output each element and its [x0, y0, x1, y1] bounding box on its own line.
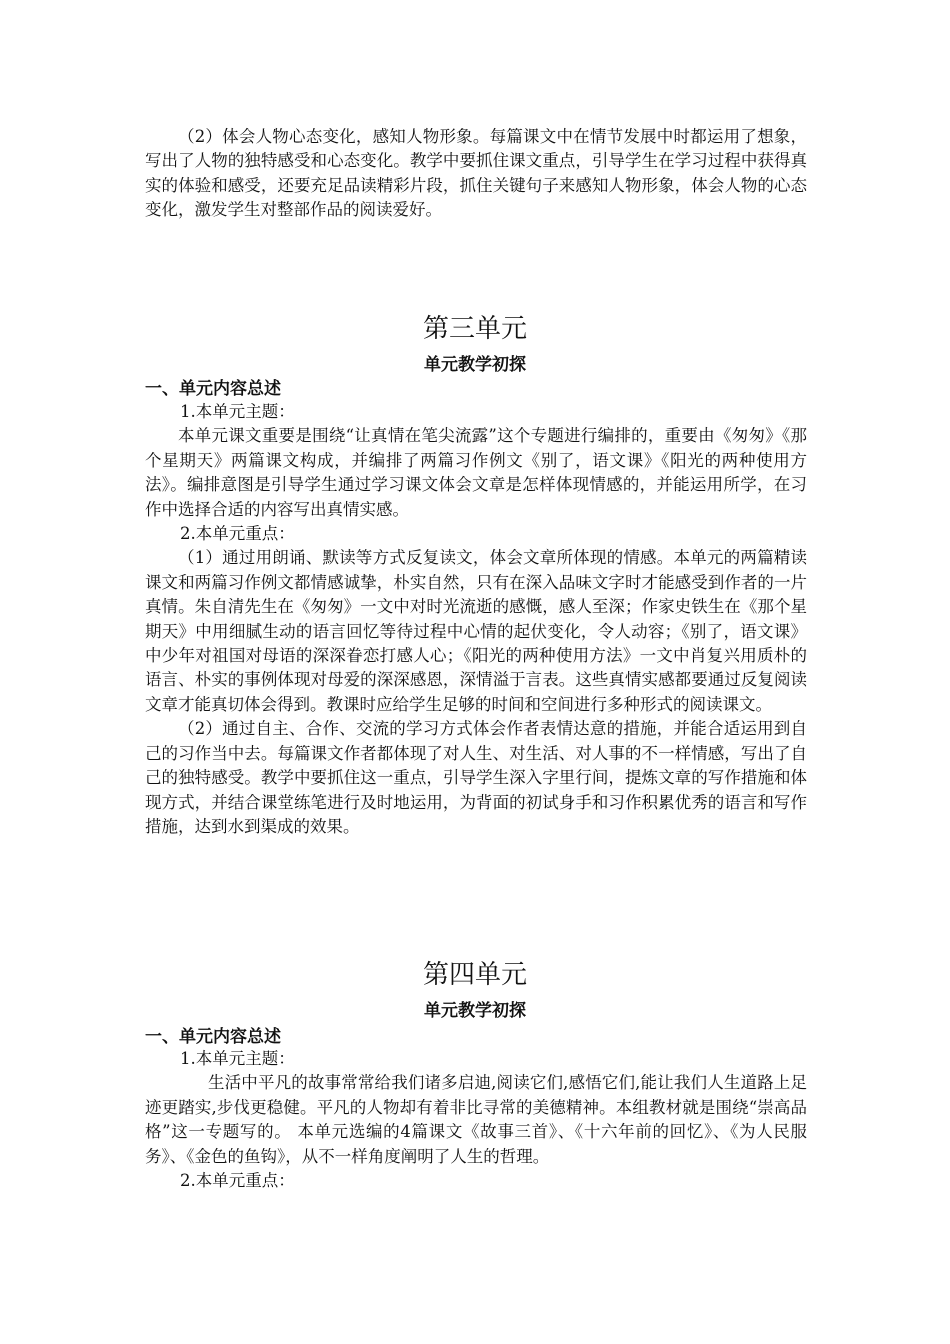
unit4-theme-text: 生活中平凡的故事常常给我们诸多启迪,阅读它们,感悟它们,能让我们人生道路上足迹更踏实,步伐更稳健。平凡的人物却有着非比寻常的美德精神。本组教材就是围绕“崇高品格”这一专题写的。 本单元选编的4篇课文《故事三首》、《十六年前的回忆》、《为人民服务》、《金色的鱼钩》，从不一样角度阐明了人生的哲理。	[145, 1073, 807, 1166]
unit3-body	[145, 400, 807, 839]
unit4-theme-label: 1.本单元主题：	[180, 1049, 295, 1068]
unit4-body	[145, 1047, 807, 1193]
unit3-key-label: 2.本单元重点：	[180, 524, 295, 544]
unit3-key-point-1: （1）通过用朗诵、默读等方式反复读文，体会文章所体现的情感。本单元的两篇精读课文和两篇习作例文都情感诚挚，朴实自然，只有在深入品味文字时才能感受到作者的一片真情。朱自清先生在《匆匆》一文中对时光流逝的感慨，感人至深；作家史铁生在《那个星期天》中用细腻生动的语言回忆等待过程中心情的起伏变化，令人动容；《别了，语文课》中少年对祖国对母语的深深眷恋打感人心；《阳光的两种使用方法》一文中肖复兴用质朴的语言、朴实的事例体现对母爱的深深感恩，深情溢于言表。这些真情实感都要通过反复阅读文章才能真切体会得到。教课时应给学生足够的时间和空间进行多种形式的阅读课文。	[145, 548, 807, 714]
unit4-subtitle: 单元教学初探	[424, 1001, 526, 1021]
unit4-section-heading: 一、单元内容总述	[145, 1027, 281, 1047]
top-paragraph: （2）体会人物心态变化，感知人物形象。每篇课文中在情节发展中时都运用了想象，写出了人物的独特感受和心态变化。教学中要抓住课文重点，引导学生在学习过程中获得真实的体验和感受，还要充足品读精彩片段，抓住关键句子来感知人物形象，体会人物的心态变化，激发学生对整部作品的阅读爱好。	[145, 127, 807, 220]
top-paragraph-block	[145, 125, 807, 223]
unit3-key-point-2: （2）通过自主、合作、交流的学习方式体会作者表情达意的措施，并能合适运用到自己的习作当中去。每篇课文作者都体现了对人生、对生活、对人事的不一样情感，写出了自己的独特感受。教学中要抓住这一重点，引导学生深入字里行间，提炼文章的写作措施和体现方式，并结合课堂练笔进行及时地运用，为背面的初试身手和习作积累优秀的语言和写作措施，达到水到渠成的效果。	[145, 719, 807, 836]
unit3-section-heading: 一、单元内容总述	[145, 379, 281, 399]
unit3-theme-text: 本单元课文重要是围绕“让真情在笔尖流露”这个专题进行编排的，重要由《匆匆》《那个星期天》两篇课文构成，并编排了两篇习作例文《别了，语文课》《阳光的两种使用方法》。编排意图是引导学生通过学习课文体会文章是怎样体现情感的，并能运用所学，在习作中选择合适的内容写出真情实感。	[145, 426, 807, 519]
unit3-title: 第三单元	[422, 314, 527, 344]
unit4-title: 第四单元	[422, 960, 527, 990]
unit3-subtitle: 单元教学初探	[424, 355, 526, 375]
unit4-key-label: 2.本单元重点：	[180, 1171, 295, 1191]
unit3-theme-label: 1.本单元主题：	[180, 402, 295, 421]
